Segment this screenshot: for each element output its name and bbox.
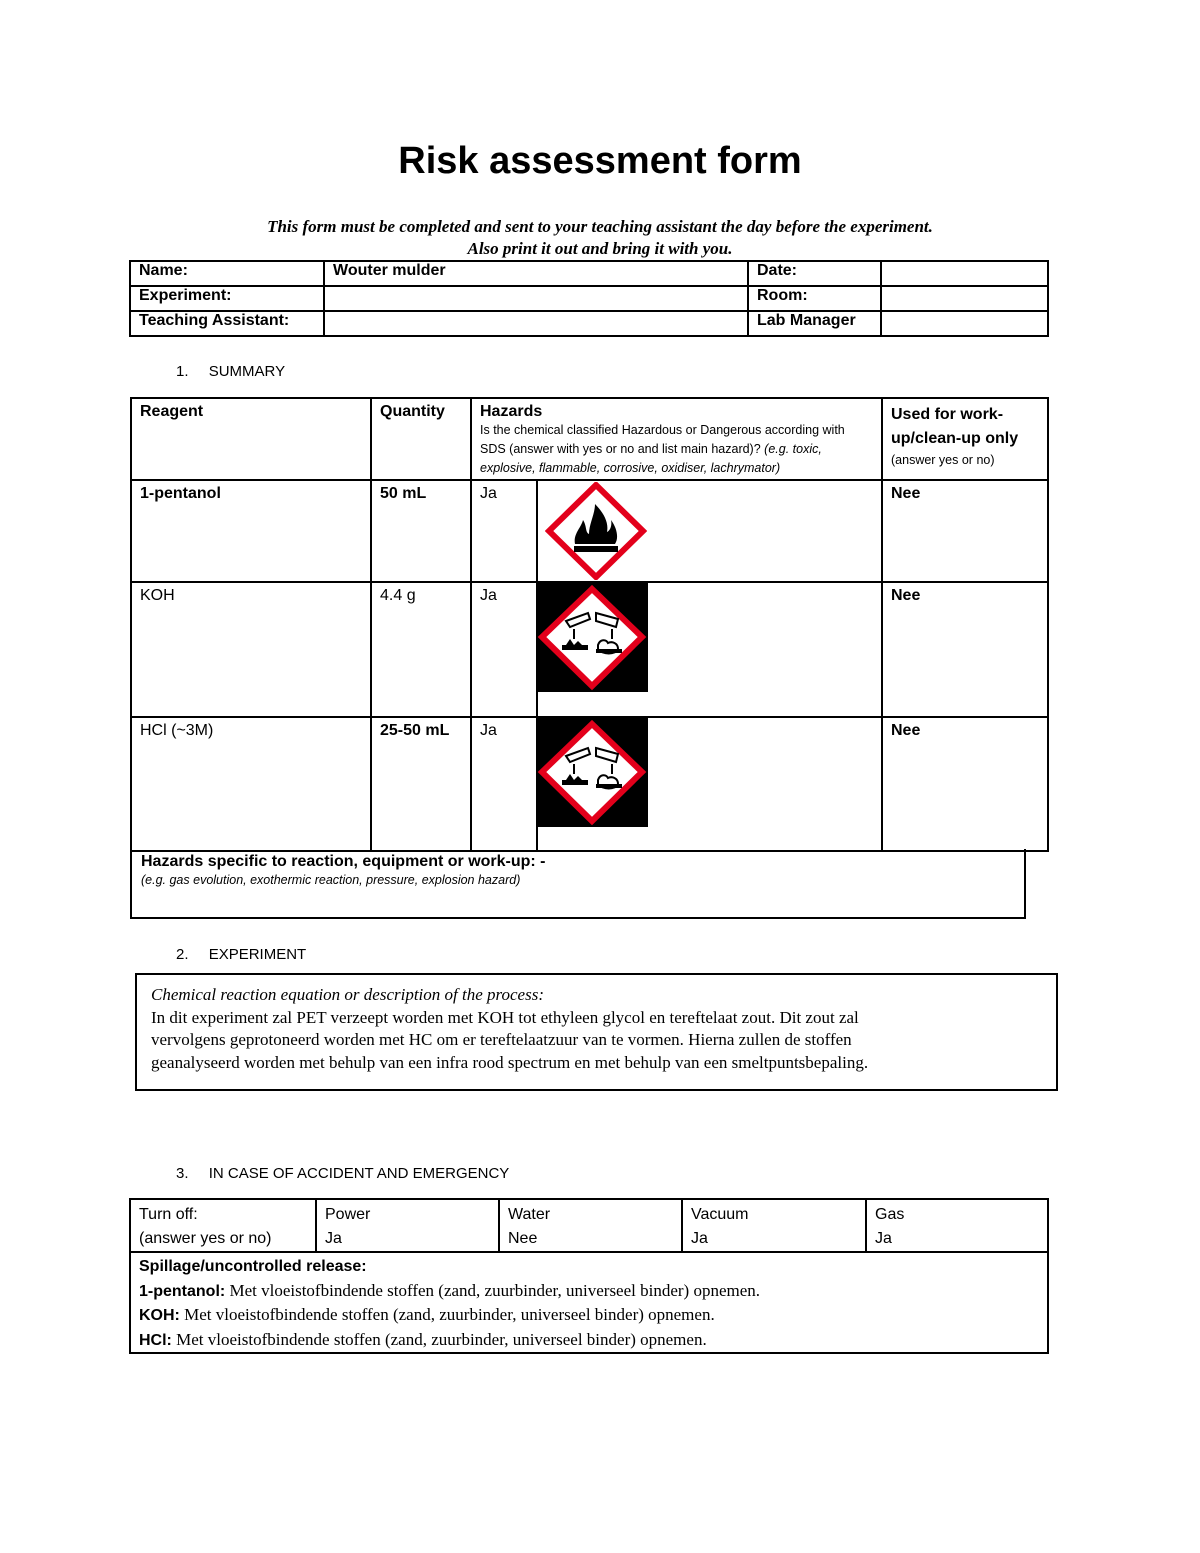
corrosive-icon bbox=[536, 583, 648, 692]
spillage-instruction: Met vloeistofbindende stoffen (zand, zuurbinder, universeel binder) opnemen. bbox=[171, 1329, 707, 1349]
power-label: Power bbox=[325, 1206, 371, 1223]
emergency-heading bbox=[176, 1165, 509, 1182]
name-label: Name: bbox=[130, 261, 324, 286]
spillage-label: Spillage/uncontrolled release: bbox=[139, 1258, 367, 1275]
hazards-header-examples: (e.g. toxic, explosive, flammable, corrosive, oxidiser, lachrymator) bbox=[480, 442, 822, 475]
power-value: Ja bbox=[325, 1230, 342, 1247]
gas-label: Gas bbox=[875, 1206, 905, 1223]
used-cell: Nee bbox=[882, 582, 1048, 717]
date-label: Date: bbox=[748, 261, 881, 286]
instructions-line-2: Also print it out and bring it with you. bbox=[467, 239, 733, 258]
summary-number: 1. bbox=[176, 363, 189, 380]
room-field[interactable] bbox=[881, 286, 1048, 311]
spillage-reagent: KOH: bbox=[139, 1307, 180, 1324]
emergency-title: IN CASE OF ACCIDENT AND EMERGENCY bbox=[208, 1165, 510, 1182]
summary-heading bbox=[176, 363, 285, 380]
quantity-header: Quantity bbox=[371, 398, 471, 480]
used-cell: Nee bbox=[882, 717, 1048, 851]
turn-off-label: Turn off: bbox=[139, 1206, 198, 1223]
specific-hazards-box bbox=[130, 849, 1026, 919]
experiment-heading bbox=[176, 946, 306, 963]
reagent-header: Reagent bbox=[131, 398, 371, 480]
vacuum-cell bbox=[682, 1199, 866, 1252]
emergency-table bbox=[129, 1198, 1049, 1354]
summary-title: SUMMARY bbox=[208, 363, 286, 380]
flammable-icon bbox=[545, 482, 647, 580]
name-field[interactable]: Wouter mulder bbox=[324, 261, 748, 286]
corrosive-icon bbox=[536, 718, 648, 827]
hazards-header bbox=[471, 398, 882, 480]
quantity-cell: 25-50 mL bbox=[371, 717, 471, 851]
teaching-assistant-field[interactable] bbox=[324, 311, 748, 336]
reagent-cell: 1-pentanol bbox=[131, 480, 371, 582]
gas-value: Ja bbox=[875, 1230, 892, 1247]
date-field[interactable] bbox=[881, 261, 1048, 286]
water-label: Water bbox=[508, 1206, 551, 1223]
spillage-line bbox=[139, 1303, 1039, 1328]
spillage-line bbox=[139, 1328, 1039, 1353]
power-cell bbox=[316, 1199, 499, 1252]
specific-hazards-note: (e.g. gas evolution, exothermic reaction, pressure, explosion hazard) bbox=[141, 873, 521, 887]
hazards-header-title: Hazards bbox=[480, 403, 543, 420]
emergency-number: 3. bbox=[176, 1165, 189, 1182]
water-value: Nee bbox=[508, 1230, 538, 1247]
experiment-title: EXPERIMENT bbox=[208, 946, 307, 963]
form-instructions bbox=[0, 216, 1200, 260]
spillage-instruction: Met vloeistofbindende stoffen (zand, zuurbinder, universeel binder) opnemen. bbox=[225, 1280, 761, 1300]
spillage-cell bbox=[130, 1252, 1048, 1353]
experiment-text-line: vervolgens geprotoneerd worden met HC om er tereftelaatzuur van te vormen. Hierna zullen de stoffen bbox=[151, 1030, 852, 1049]
spillage-line bbox=[139, 1279, 1039, 1304]
spillage-reagent: 1-pentanol: bbox=[139, 1282, 226, 1300]
experiment-field[interactable] bbox=[324, 286, 748, 311]
spillage-instruction: Met vloeistofbindende stoffen (zand, zuurbinder, universeel binder) opnemen. bbox=[179, 1305, 715, 1324]
gas-cell bbox=[866, 1199, 1048, 1252]
lab-manager-label: Lab Manager bbox=[748, 311, 881, 336]
turn-off-cell bbox=[130, 1199, 316, 1252]
reagent-cell: KOH bbox=[131, 582, 371, 717]
turn-off-note: (answer yes or no) bbox=[139, 1230, 272, 1247]
vacuum-label: Vacuum bbox=[691, 1206, 749, 1223]
page-title: Risk assessment form bbox=[398, 140, 802, 182]
info-table bbox=[129, 260, 1049, 337]
experiment-label: Experiment: bbox=[130, 286, 324, 311]
spillage-reagent: HCl: bbox=[139, 1331, 172, 1349]
experiment-description-box bbox=[135, 973, 1058, 1091]
experiment-text-line: In dit experiment zal PET verzeept worden met KOH tot ethyleen glycol en tereftelaat zout. Dit zout zal bbox=[151, 1007, 859, 1027]
hazard-answer-cell: Ja bbox=[471, 480, 537, 582]
vacuum-value: Ja bbox=[691, 1230, 708, 1247]
used-cell: Nee bbox=[882, 480, 1048, 582]
hazard-answer-cell: Ja bbox=[471, 717, 537, 851]
experiment-text-line: geanalyseerd worden met behulp van een infra rood spectrum en met behulp van een smeltpuntsbepaling. bbox=[151, 1052, 869, 1072]
used-header-title: Used for work-up/clean-up only bbox=[891, 406, 1019, 447]
hazard-answer-cell: Ja bbox=[471, 582, 537, 717]
room-label: Room: bbox=[748, 286, 881, 311]
reagent-cell: HCl (~3M) bbox=[131, 717, 371, 851]
lab-manager-field[interactable] bbox=[881, 311, 1048, 336]
instructions-line-1: This form must be completed and sent to your teaching assistant the day before the experiment. bbox=[267, 217, 933, 236]
experiment-number: 2. bbox=[176, 946, 189, 963]
used-header-note: (answer yes or no) bbox=[891, 453, 995, 467]
teaching-assistant-label: Teaching Assistant: bbox=[130, 311, 324, 336]
hazards-header-note: Is the chemical classified Hazardous or Dangerous according with SDS (answer with yes or no and list main hazard)? bbox=[480, 423, 845, 456]
quantity-cell: 50 mL bbox=[371, 480, 471, 582]
experiment-label: Chemical reaction equation or description of the process: bbox=[151, 985, 544, 1004]
used-header bbox=[882, 398, 1048, 480]
specific-hazards-label: Hazards specific to reaction, equipment or work-up: - bbox=[141, 853, 546, 870]
quantity-cell: 4.4 g bbox=[371, 582, 471, 717]
water-cell bbox=[499, 1199, 682, 1252]
